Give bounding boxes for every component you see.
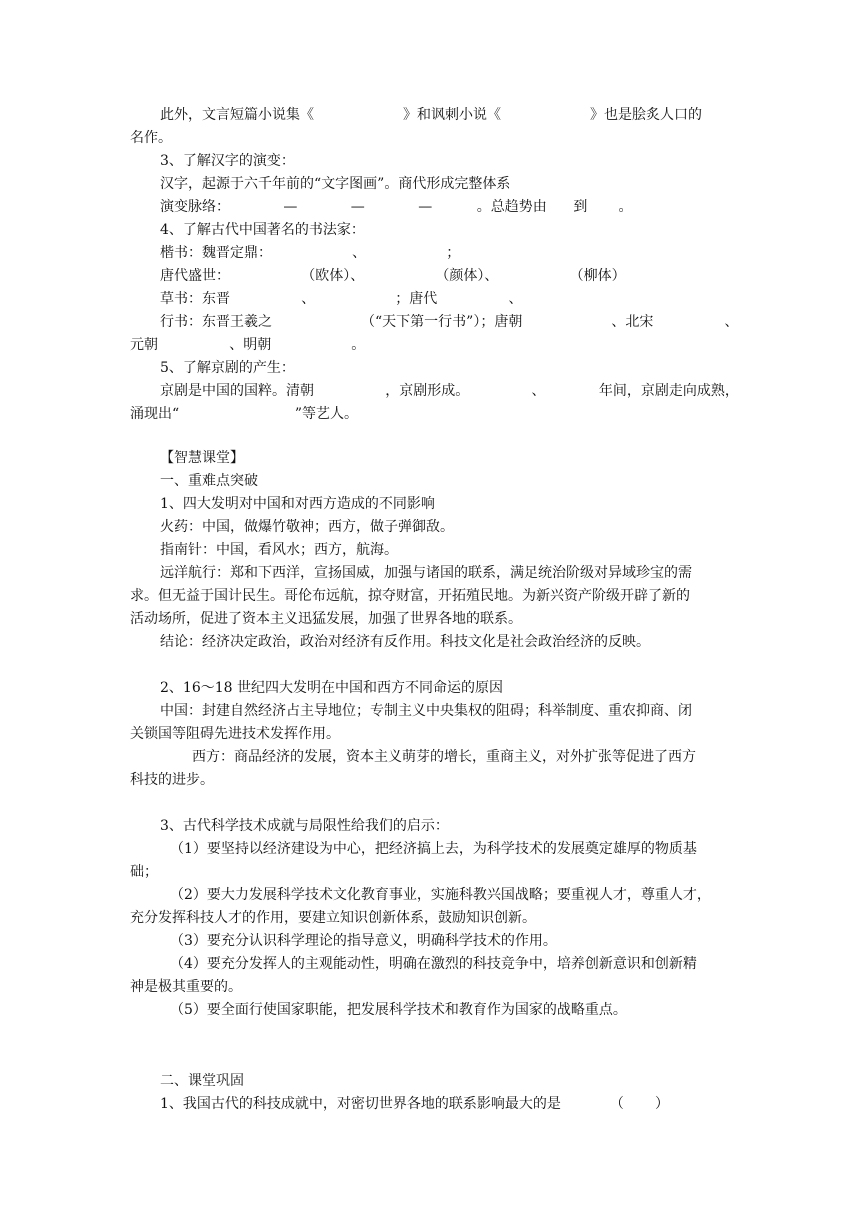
text-line: 中国：封建自然经济占主导地位；专制主义中央集权的阻碍；科举制度、重农抑商、闭 xyxy=(160,703,692,719)
text-line: 行书：东晋王羲之 （“天下第一行书”）；唐朝 、北宋 、 xyxy=(160,314,739,330)
text-line: （5）要全面行使国家职能，把发展科学技术和教育作为国家的战略重点。 xyxy=(170,1002,627,1018)
text-line: 火药：中国，做爆竹敬神；西方，做子弹御敌。 xyxy=(160,519,454,535)
text-line: 涌现出“ ”等艺人。 xyxy=(130,406,359,422)
text-line: 此外，文言短篇小说集《 》和讽刺小说《 》也是脍炙人口的 xyxy=(160,107,703,123)
text-line: 唐代盛世： （欧体）、 （颜体）、 （柳体） xyxy=(160,268,626,284)
text-line: 5、了解京剧的产生： xyxy=(160,360,295,376)
text-line: 西方：商品经济的发展，资本主义萌芽的增长，重商主义，对外扩张等促进了西方 xyxy=(192,749,696,765)
text-line: 4、了解古代中国著名的书法家： xyxy=(160,222,365,238)
section-heading: 【智慧课堂】 xyxy=(160,450,244,466)
text-line: （2）要大力发展科学技术文化教育事业，实施科教兴国战略；要重视人才，尊重人才， xyxy=(170,887,711,903)
text-line: 础； xyxy=(130,864,158,880)
text-line: 名作。 xyxy=(130,130,172,146)
subsection-heading: 二、课堂巩固 xyxy=(160,1073,244,1089)
text-line: 科技的进步。 xyxy=(130,772,214,788)
text-line: 演变脉络： — — — 。总趋势由 到 。 xyxy=(160,199,633,215)
text-line: （1）要坚持以经济建设为中心，把经济搞上去，为科学技术的发展奠定雄厚的物质基 xyxy=(170,841,697,857)
subsection-heading: 一、重难点突破 xyxy=(160,473,258,489)
question-line: 1、我国古代的科技成就中，对密切世界各地的联系影响最大的是 （ ） xyxy=(160,1096,670,1112)
text-line: 关锁国等阻碍先进技术发挥作用。 xyxy=(130,726,340,742)
text-line: 楷书：魏晋定鼎： 、 ； xyxy=(160,245,461,261)
text-line: 结论：经济决定政治，政治对经济有反作用。科技文化是社会政治经济的反映。 xyxy=(160,634,650,650)
text-line: 1、四大发明对中国和对西方造成的不同影响 xyxy=(160,496,435,512)
text-line: （4）要充分发挥人的主观能动性，明确在激烈的科技竞争中，培养创新意识和创新精 xyxy=(170,956,697,972)
text-line: 指南针：中国，看风水；西方，航海。 xyxy=(160,542,398,558)
text-line: （3）要充分认识科学理论的指导意义，明确科学技术的作用。 xyxy=(170,933,557,949)
text-line: 求。但无益于国计民生。哥伦布远航，掠夺财富，开拓殖民地。为新兴资产阶级开辟了新的 xyxy=(130,588,690,604)
text-line: 神是极其重要的。 xyxy=(130,979,242,995)
text-line: 3、了解汉字的演变： xyxy=(160,153,295,169)
text-line: 汉字，起源于六千年前的“文字图画”。商代形成完整体系 xyxy=(160,176,511,192)
text-line: 活动场所，促进了资本主义迅猛发展，加强了世界各地的联系。 xyxy=(130,611,522,627)
text-line: 2、16～18 世纪四大发明在中国和西方不同命运的原因 xyxy=(160,680,503,696)
text-line: 充分发挥科技人才的作用，要建立知识创新体系，鼓励知识创新。 xyxy=(130,910,536,926)
text-line: 元朝 、明朝 。 xyxy=(130,337,366,353)
text-line: 京剧是中国的国粹。清朝 ，京剧形成。 、 年间，京剧走向成熟， xyxy=(160,383,739,399)
text-line: 远洋航行：郑和下西洋，宣扬国威，加强与诸国的联系，满足统治阶级对异域珍宝的需 xyxy=(160,565,692,581)
text-line: 草书：东晋 、 ；唐代 、 xyxy=(160,291,523,307)
text-line: 3、古代科学技术成就与局限性给我们的启示： xyxy=(160,818,449,834)
